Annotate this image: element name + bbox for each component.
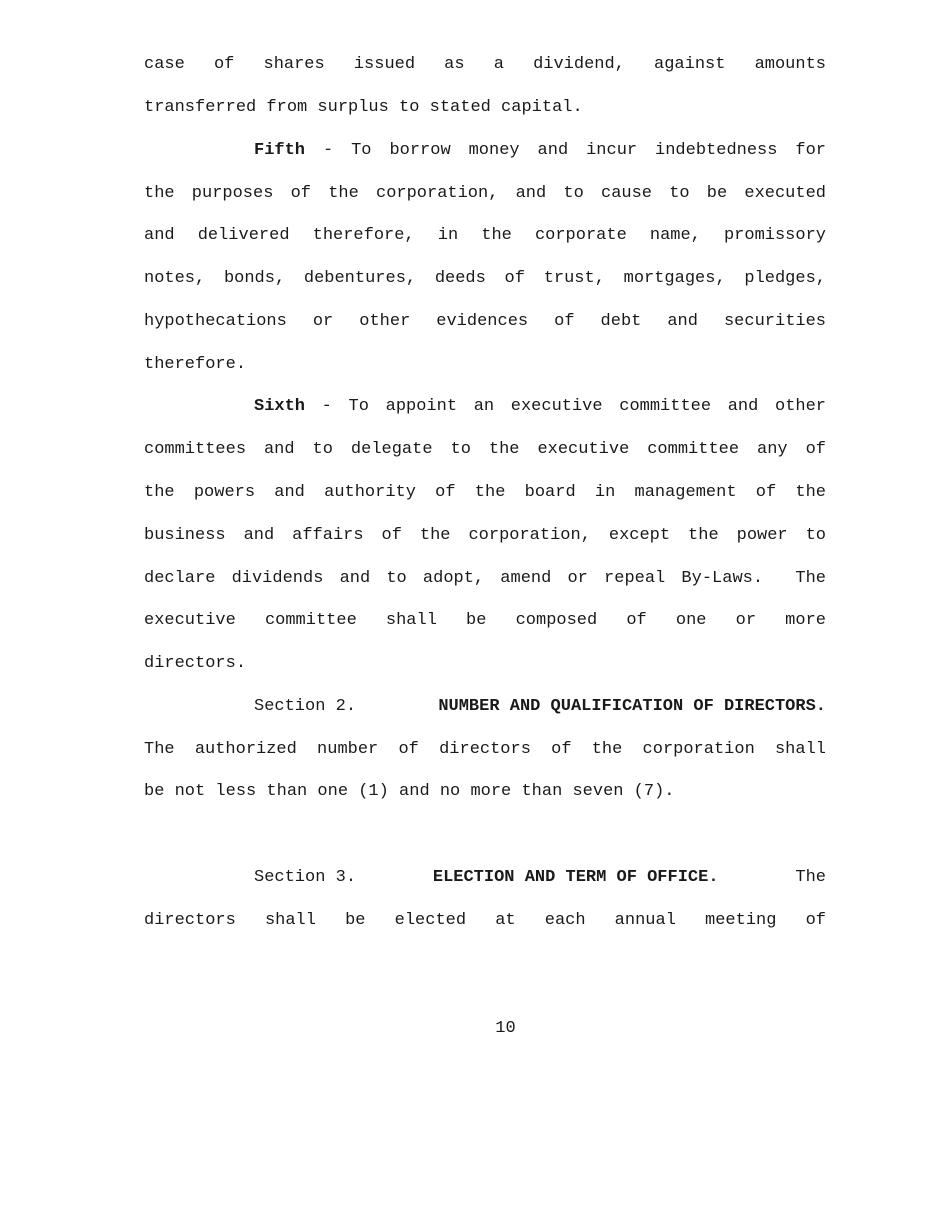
body-text-line: be not less than one (1) and no more than seven (7).: [144, 782, 675, 801]
body-text-line: case of shares issued as a dividend, against amounts: [144, 55, 826, 74]
fifth-heading: Fifth: [254, 141, 306, 160]
section-2-heading: [254, 696, 826, 718]
section-3-heading: [254, 867, 826, 889]
body-text-line: committees and to delegate to the executive committee any of: [144, 440, 826, 459]
body-text-line: transferred from surplus to stated capital.: [144, 98, 583, 117]
body-text-line: The authorized number of directors of the corporation shall: [144, 740, 826, 759]
body-text-line: the powers and authority of the board in management of the: [144, 483, 826, 502]
paragraph-fifth-first-line: [254, 140, 826, 162]
body-text-line: executive committee shall be composed of one or more: [144, 611, 826, 630]
fifth-first-text: - To borrow money and incur indebtedness for: [305, 141, 826, 160]
sixth-first-text: - To appoint an executive committee and other: [305, 397, 826, 416]
section-3-title: ELECTION AND TERM OF OFFICE.: [432, 868, 719, 887]
section-3-label: Section 3.: [254, 868, 357, 887]
body-text-line: notes, bonds, debentures, deeds of trust, mortgages, pledges,: [144, 269, 826, 288]
paragraph-sixth-first-line: [254, 396, 826, 418]
body-text-line: and delivered therefore, in the corporate name, promissory: [144, 226, 826, 245]
page-number: 10: [495, 1019, 516, 1038]
body-text-line: directors shall be elected at each annual meeting of: [144, 911, 826, 930]
body-text-line: the purposes of the corporation, and to cause to be executed: [144, 184, 826, 203]
body-text-line: declare dividends and to adopt, amend or repeal By-Laws. The: [144, 569, 826, 588]
body-text-line: therefore.: [144, 355, 247, 374]
section-2-title: NUMBER AND QUALIFICATION OF DIRECTORS.: [438, 697, 826, 716]
body-text-line: business and affairs of the corporation, except the power to: [144, 526, 826, 545]
sixth-heading: Sixth: [254, 397, 306, 416]
section-3-tail: The: [795, 868, 826, 887]
section-2-label: Section 2.: [254, 697, 357, 716]
body-text-line: hypothecations or other evidences of debt and securities: [144, 312, 826, 331]
body-text-line: directors.: [144, 654, 247, 673]
